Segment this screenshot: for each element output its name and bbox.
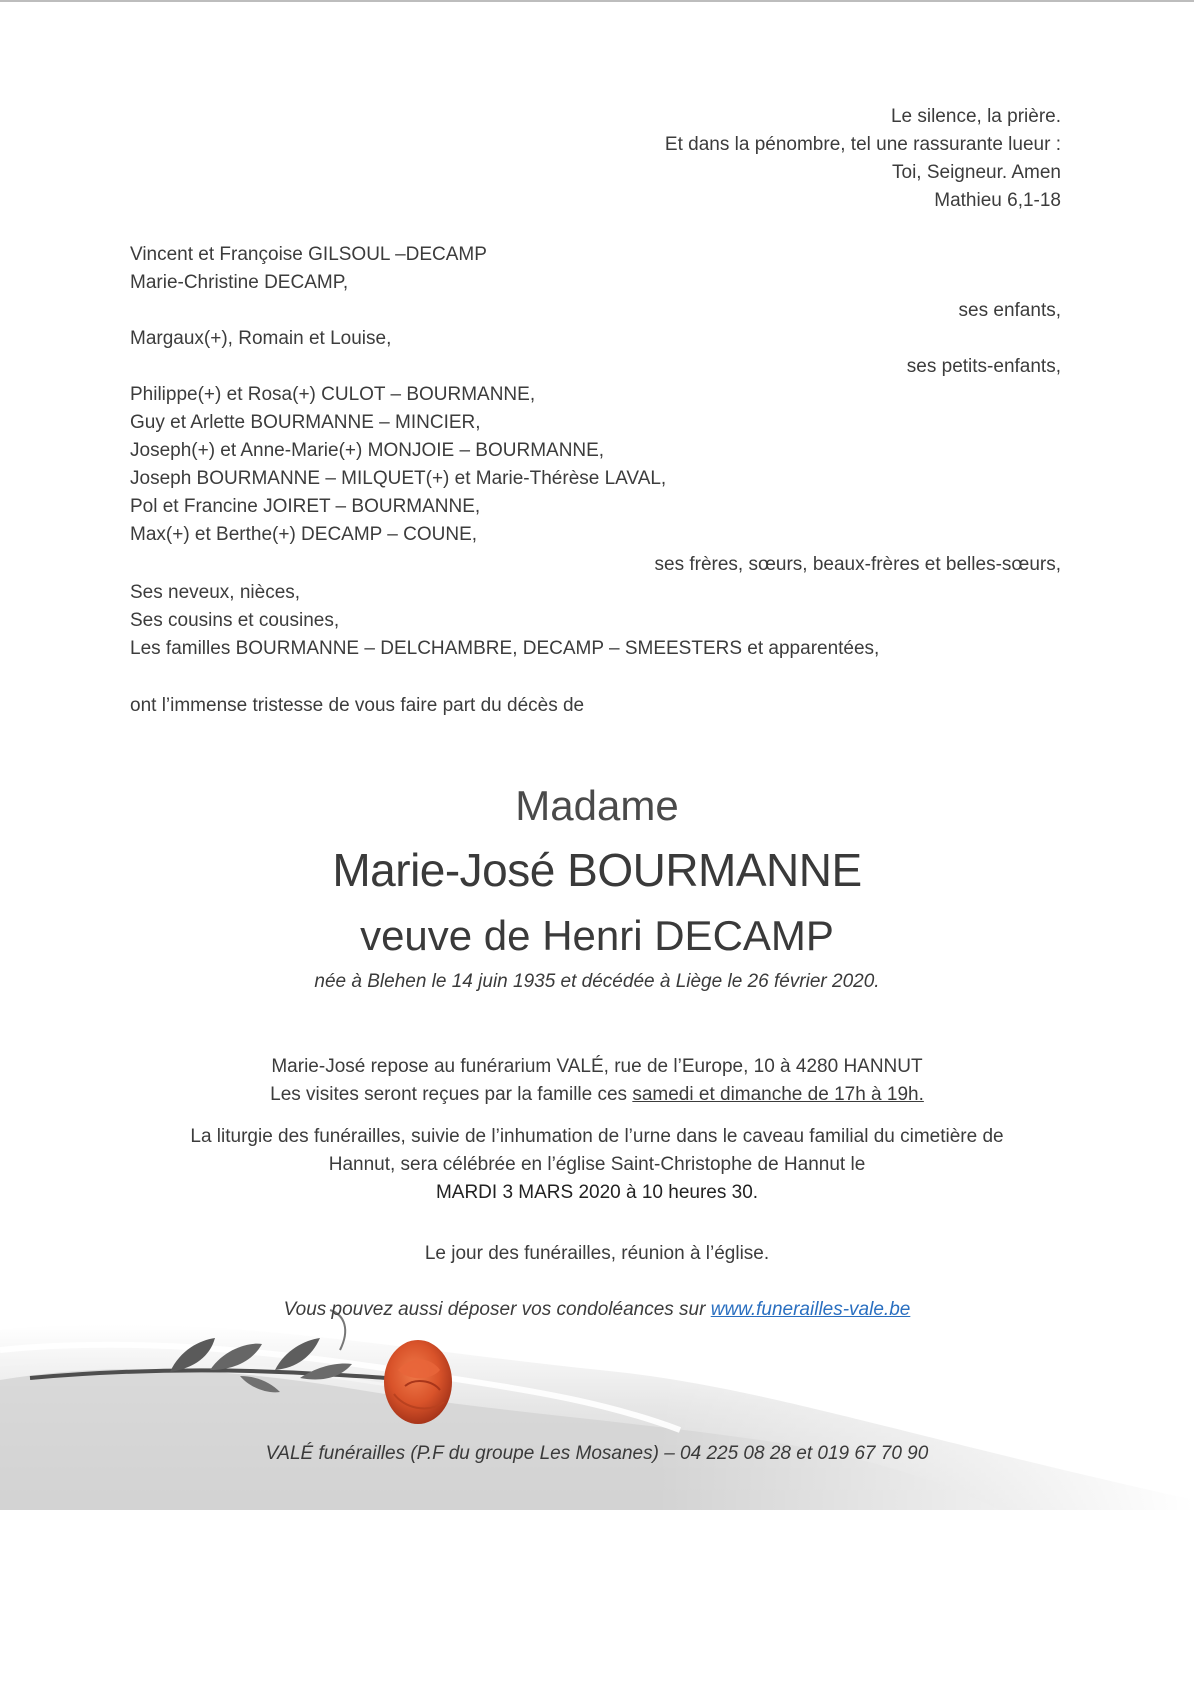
announcement-text: ont l’immense tristesse de vous faire part du décès de [130, 695, 585, 716]
sibling-line: Max(+) et Berthe(+) DECAMP – COUNE, [130, 524, 478, 545]
quote-block [665, 103, 1061, 215]
relative-line: Ses cousins et cousines, [130, 610, 340, 631]
child-line: Vincent et Françoise GILSOUL –DECAMP [130, 244, 487, 265]
sibling-line: Guy et Arlette BOURMANNE – MINCIER, [130, 412, 481, 433]
other-relatives [130, 579, 879, 663]
siblings-names [130, 381, 666, 549]
grandchildren-label: ses petits-enfants, [906, 356, 1061, 377]
quote-reference: Mathieu 6,1-18 [934, 190, 1061, 211]
relative-line: Ses neveux, nièces, [130, 582, 301, 603]
widow-of: veuve de Henri DECAMP [360, 912, 834, 959]
liturgy-line-2: Hannut, sera célébrée en l’église Saint-Christophe de Hannut le [328, 1154, 866, 1175]
children-label: ses enfants, [958, 300, 1061, 321]
rest-location: Marie-José repose au funérarium VALÉ, rue de l’Europe, 10 à 4280 HANNUT [271, 1056, 923, 1077]
deceased-name: Marie-José BOURMANNE [332, 844, 862, 896]
quote-line: Le silence, la prière. [890, 106, 1061, 127]
visits-prefix: Les visites seront reçues par la famille ces [270, 1084, 633, 1105]
meeting-note: Le jour des funérailles, réunion à l’église. [424, 1243, 770, 1264]
liturgy-line-1: La liturgie des funérailles, suivie de l’inhumation de l’urne dans le caveau familial du cimetière de [190, 1126, 1004, 1147]
relative-line: Les familles BOURMANNE – DELCHAMBRE, DECAMP – SMEESTERS et apparentées, [130, 638, 880, 659]
deceased-title: Madame [515, 782, 679, 829]
child-line: Marie-Christine DECAMP, [130, 272, 349, 293]
condolences-prefix: Vous pouvez aussi déposer vos condoléances sur [283, 1299, 711, 1320]
condolences-link[interactable]: www.funerailles-vale.be [710, 1299, 911, 1320]
funeral-home-contact: VALÉ funérailles (P.F du groupe Les Mosanes) – 04 225 08 28 et 019 67 70 90 [265, 1443, 929, 1464]
quote-line: Et dans la pénombre, tel une rassurante lueur : [664, 134, 1061, 155]
sibling-line: Joseph BOURMANNE – MILQUET(+) et Marie-Thérèse LAVAL, [130, 468, 667, 489]
birth-death-dates: née à Blehen le 14 juin 1935 et décédée à Liège le 26 février 2020. [314, 971, 880, 992]
sibling-line: Pol et Francine JOIRET – BOURMANNE, [130, 496, 481, 517]
siblings-label: ses frères, sœurs, beaux-frères et belles-sœurs, [654, 554, 1061, 575]
quote-line: Toi, Seigneur. Amen [892, 162, 1061, 183]
liturgy-date: MARDI 3 MARS 2020 à 10 heures 30. [435, 1182, 759, 1203]
visits-times: samedi et dimanche de 17h à 19h. [632, 1084, 924, 1105]
grandchildren-names: Margaux(+), Romain et Louise, [130, 328, 392, 349]
top-border [0, 0, 1194, 2]
visits-line [0, 1081, 1194, 1109]
children-names [130, 241, 487, 297]
sibling-line: Philippe(+) et Rosa(+) CULOT – BOURMANNE, [130, 384, 536, 405]
sibling-line: Joseph(+) et Anne-Marie(+) MONJOIE – BOURMANNE, [130, 440, 605, 461]
condolences-line [0, 1296, 1194, 1324]
